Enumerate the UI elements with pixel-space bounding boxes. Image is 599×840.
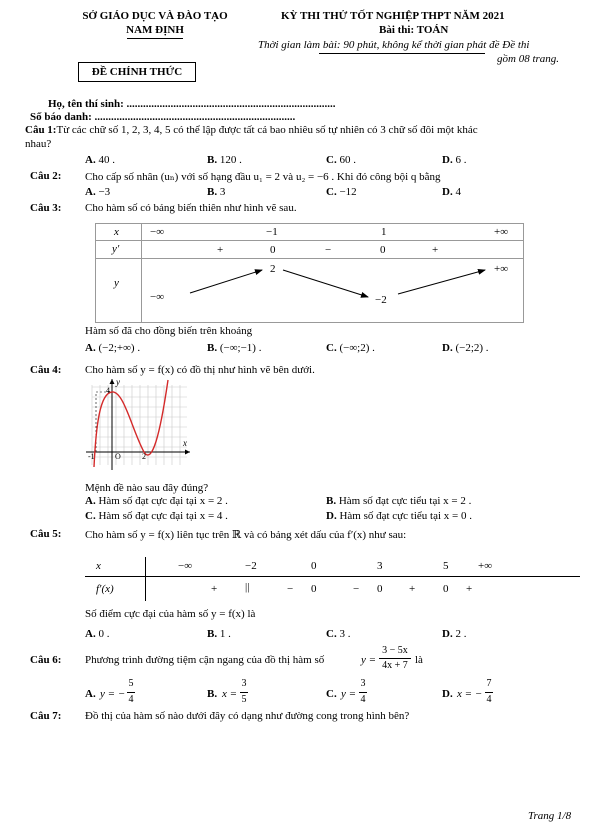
q3-x-val: −∞ (150, 226, 165, 238)
q4-y-tick: 4 (106, 386, 110, 395)
q1-option-b: B. 120 . (207, 154, 242, 166)
q4-graph-grid (92, 385, 187, 465)
q1-label: Câu 1: (25, 124, 57, 136)
q3-yp-val: 0 (380, 244, 386, 256)
official-label: ĐỀ CHÍNH THỨC (91, 66, 183, 78)
q3-prompt: Hàm số đã cho đồng biến trên khoảng (85, 325, 253, 337)
q4-option-d: D. Hàm số đạt cực tiểu tại x = 0 . (326, 510, 472, 522)
q3-yp-val: − (325, 244, 332, 256)
q1-text2: nhau? (25, 138, 52, 150)
q2-option-b: B. 3 (207, 186, 226, 198)
q4-graph-svg (82, 375, 200, 475)
q4-text: Cho hàm số y = f(x) có đồ thị như hình vẽ bên dưới. (85, 364, 315, 376)
q3-row-x: x (114, 226, 119, 238)
q3-yp-val: + (217, 244, 224, 256)
q4-prompt: Mệnh đề nào sau đây đúng? (85, 482, 209, 494)
q6-func-den: 4x + 7 (382, 660, 408, 671)
q5-col-divider (145, 557, 146, 601)
q1-option-d: D. 6 . (442, 154, 467, 166)
student-name: Họ, tên thí sinh: ............................................................................ (48, 98, 336, 110)
q7-label: Câu 7: (30, 710, 62, 722)
q5-fp-val: 0 (311, 583, 317, 595)
q3-yp-val: 0 (270, 244, 276, 256)
q5-option-a: A. 0 . (85, 628, 110, 640)
q5-x-val: 5 (443, 560, 449, 572)
q5-fp-val: − (287, 583, 294, 595)
q6-label: Câu 6: (30, 654, 62, 666)
q4-option-c: C. Hàm số đạt cực đại tại x = 4 . (85, 510, 228, 522)
q3-arrow-up-2 (398, 270, 485, 294)
q6-text-end: là (415, 654, 423, 666)
student-id: Số báo danh: ......................................................................... (30, 111, 296, 123)
q5-x-val: −∞ (178, 560, 193, 572)
q2-label: Câu 2: (30, 170, 62, 182)
q5-option-b: B. 1 . (207, 628, 231, 640)
q5-x-val: −2 (245, 560, 257, 572)
q5-fp-val: || (245, 581, 250, 593)
q3-option-b: B. (−∞;−1) . (207, 342, 262, 354)
q5-row-x: x (96, 560, 101, 572)
q6-func-num: 3 − 5x (382, 645, 408, 656)
time-line: Thời gian làm bài: 90 phút, không kể thời gian phát đề Đề thi (258, 39, 530, 51)
q5-prompt: Số điểm cực đại của hàm số y = f(x) là (85, 608, 256, 620)
q3-y-val: −2 (375, 294, 387, 306)
q5-x-val: 0 (311, 560, 317, 572)
q5-option-c: C. 3 . (326, 628, 351, 640)
q2-option-a: A. −3 (85, 186, 111, 198)
q3-x-val: −1 (266, 226, 278, 238)
subject: Bài thi: TOÁN (379, 24, 449, 36)
q4-x-neg-tick: -1 (88, 452, 95, 461)
q4-option-a: A. Hàm số đạt cực đại tại x = 2 . (85, 495, 228, 507)
q2-option-c: C. −12 (326, 186, 357, 198)
q3-arrow-down (283, 270, 368, 297)
pages-line: gồm 08 trang. (497, 53, 560, 65)
q3-x-val: 1 (381, 226, 387, 238)
q3-arrow-up-1 (190, 270, 262, 293)
dept-line1: SỞ GIÁO DỤC VÀ ĐÀO TẠO (82, 10, 228, 22)
q1-option-c: C. 60 . (326, 154, 356, 166)
q4-origin: O (115, 452, 121, 461)
q6-func-bar (379, 658, 411, 659)
q5-fp-val: + (409, 583, 416, 595)
q3-yp-val: + (432, 244, 439, 256)
q3-option-a: A. (−2;+∞) . (85, 342, 141, 354)
exam-title: KỲ THI THỬ TỐT NGHIỆP THPT NĂM 2021 (281, 10, 505, 22)
q3-y-val: 2 (270, 263, 276, 275)
q3-y-val: +∞ (494, 263, 509, 275)
q5-fp-val: 0 (443, 583, 449, 595)
q4-x-arrow (185, 450, 190, 455)
q3-row-yp: y′ (112, 243, 120, 255)
q4-label: Câu 4: (30, 364, 62, 376)
q2-option-d: D. 4 (442, 186, 461, 198)
q6-text: Phương trình đường tiệm cận ngang của đồ thị hàm số (85, 654, 325, 666)
q4-x-axis-label: x (183, 438, 187, 448)
q3-row-y: y (114, 277, 119, 289)
q5-fp-val: − (353, 583, 360, 595)
q2-text: Cho cấp số nhân (uₙ) với số hạng đầu u₁ = 2 và u₂ = −6 . Khi đó công bội q bằng (85, 171, 441, 183)
q5-fp-val: 0 (377, 583, 383, 595)
q4-y-axis-label: y (116, 377, 120, 387)
page-number: Trang 1/8 (528, 810, 572, 822)
q5-row-fp: f′(x) (96, 583, 114, 595)
q5-fp-val: + (211, 583, 218, 595)
q3-x-val: +∞ (494, 226, 509, 238)
q1-text1: Từ các chữ số 1, 2, 3, 4, 5 có thể lập được tất cả bao nhiêu số tự nhiên có 3 chữ số đôi một khác (56, 124, 478, 136)
q5-text: Cho hàm số y = f(x) liên tục trên ℝ và có bảng xét dấu của f′(x) như sau: (85, 529, 407, 541)
q5-x-val: 3 (377, 560, 383, 572)
q4-y-arrow (110, 379, 115, 384)
q3-option-d: D. (−2;2) . (442, 342, 489, 354)
q7-text: Đồ thị của hàm số nào dưới đây có dạng như đường cong trong hình bên? (85, 710, 410, 722)
q3-y-val: −∞ (150, 291, 165, 303)
q5-row-divider (85, 576, 580, 577)
q5-x-val: +∞ (478, 560, 493, 572)
q3-label: Câu 3: (30, 202, 62, 214)
q5-option-d: D. 2 . (442, 628, 467, 640)
dept-line2: NAM ĐỊNH (126, 24, 184, 36)
q4-x-tick: 2 (142, 452, 146, 461)
q6-func-lhs: y = (361, 654, 377, 666)
q5-fp-val: + (466, 583, 473, 595)
q3-text: Cho hàm số có bảng biến thiên như hình vẽ sau. (85, 202, 297, 214)
q3-option-c: C. (−∞;2) . (326, 342, 375, 354)
q4-option-b: B. Hàm số đạt cực tiểu tại x = 2 . (326, 495, 472, 507)
q1-option-a: A. 40 . (85, 154, 115, 166)
q5-label: Câu 5: (30, 528, 62, 540)
